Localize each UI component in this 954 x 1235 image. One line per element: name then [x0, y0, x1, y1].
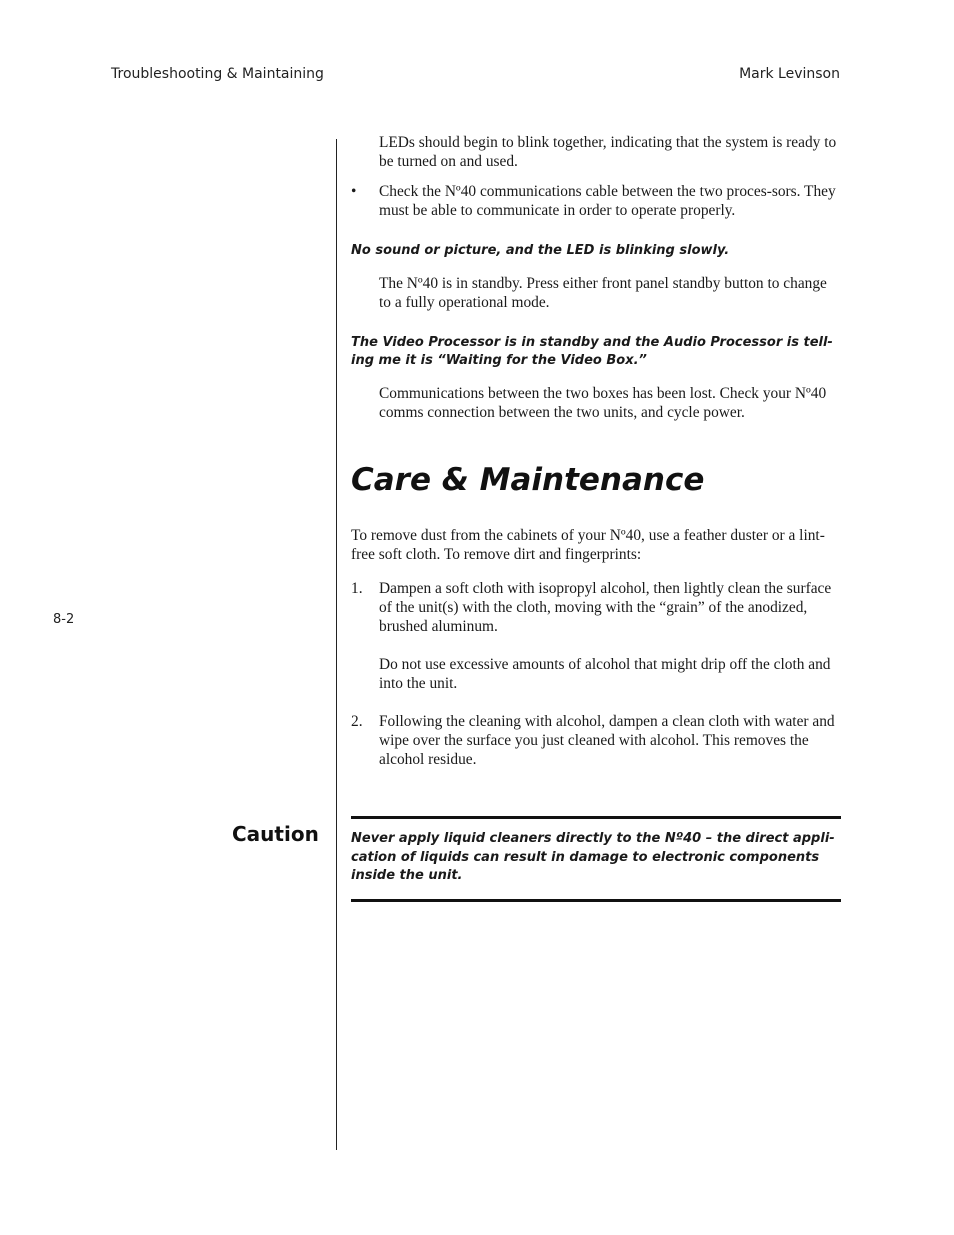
- step-1: [351, 579, 841, 636]
- step-number: 1.: [351, 580, 363, 597]
- caution-label: Caution: [232, 822, 319, 846]
- troubleshoot-question-1: No sound or picture, and the LED is blinking slowly.: [351, 243, 730, 258]
- intro-paragraph: To remove dust from the cabinets of your Nº40, use a feather duster or a lint-free soft cloth. To remove dirt and fingerprints:: [351, 527, 825, 563]
- running-header-right: Mark Levinson: [739, 66, 840, 82]
- bullet-mark: •: [351, 183, 357, 200]
- step-1-note: Do not use excessive amounts of alcohol that might drip off the cloth and into the unit.: [379, 656, 831, 692]
- section-title: Care & Maintenance: [351, 462, 705, 498]
- troubleshoot-answer-1: The Nº40 is in standby. Press either front panel standby button to change to a fully operational mode.: [379, 275, 827, 311]
- step-2: [351, 712, 841, 769]
- page-number: 8-2: [53, 612, 75, 627]
- running-header-left: Troubleshooting & Maintaining: [111, 66, 324, 82]
- step-text: Dampen a soft cloth with isopropyl alcohol, then lightly clean the surface of the unit(s) with the cloth, moving with the “grain” of the anodized, brushed aluminum.: [379, 580, 832, 635]
- continuation-paragraph: LEDs should begin to blink together, indicating that the system is ready to be turned on and used.: [379, 134, 837, 170]
- bullet-item: [351, 182, 841, 220]
- bullet-text: Check the Nº40 communications cable between the two proces-sors. They must be able to communicate in order to operate properly.: [379, 183, 836, 219]
- troubleshoot-question-2: The Video Processor is in standby and the Audio Processor is tell-ing me it is “Waiting for the Video Box.”: [351, 335, 833, 368]
- caution-box: [351, 816, 841, 902]
- margin-rule: [336, 139, 337, 1150]
- main-column: [351, 133, 841, 769]
- troubleshoot-answer-2: Communications between the two boxes has been lost. Check your Nº40 comms connection between the two units, and cycle power.: [379, 385, 827, 421]
- caution-text: Never apply liquid cleaners directly to the Nº40 – the direct appli-cation of liquids can result in damage to electronic components inside the unit.: [351, 831, 835, 883]
- step-number: 2.: [351, 713, 363, 730]
- step-text: Following the cleaning with alcohol, dampen a clean cloth with water and wipe over the surface you just cleaned with alcohol. This removes the alcohol residue.: [379, 713, 835, 768]
